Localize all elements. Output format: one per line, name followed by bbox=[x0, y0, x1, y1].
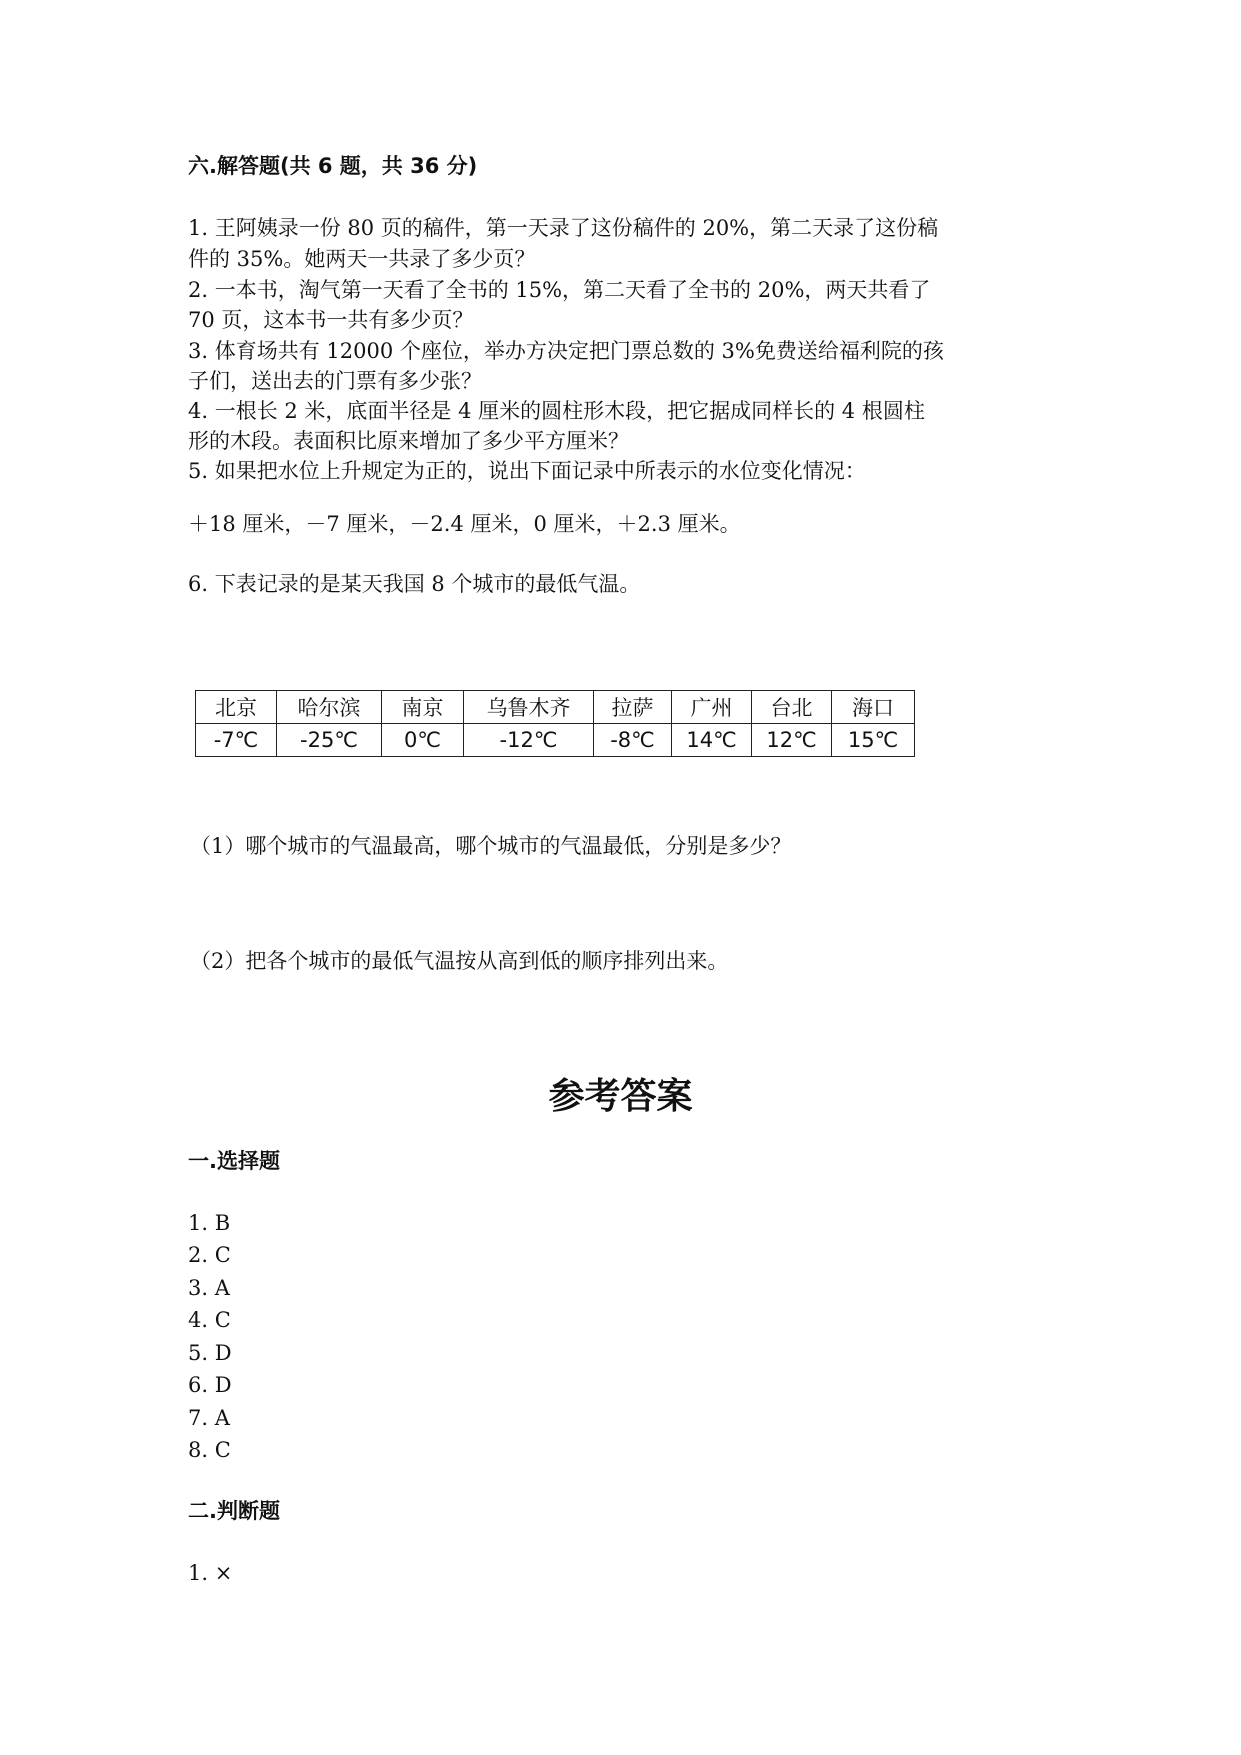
answers-title: 参考答案 bbox=[548, 1075, 693, 1117]
sub-question-2: （2）把各个城市的最低气温按从高到低的顺序排列出来。 bbox=[190, 949, 729, 973]
table-cell: -25℃ bbox=[277, 724, 382, 757]
table-row-temps bbox=[196, 724, 915, 757]
answer-item: 6. D bbox=[188, 1373, 232, 1397]
question-4-line-2: 形的木段。表面积比原来增加了多少平方厘米？ bbox=[188, 429, 629, 453]
table-cell: 乌鲁木齐 bbox=[464, 691, 594, 724]
answers-part2-heading: 二.判断题 bbox=[188, 1499, 280, 1523]
table-cell: 北京 bbox=[196, 691, 277, 724]
answer-item: 3. A bbox=[188, 1276, 230, 1300]
temperature-table bbox=[195, 690, 915, 757]
answer-item: 1. B bbox=[188, 1211, 231, 1235]
answer-item: 1. × bbox=[188, 1561, 233, 1585]
question-2-line-1: 2. 一本书，淘气第一天看了全书的 15%，第二天看了全书的 20%，两天共看了 bbox=[188, 278, 931, 302]
table-cell: 广州 bbox=[672, 691, 752, 724]
table-cell: 台北 bbox=[752, 691, 832, 724]
question-4-line-1: 4. 一根长 2 米，底面半径是 4 厘米的圆柱形木段，把它据成同样长的 4 根圆柱 bbox=[188, 399, 925, 423]
table-cell: 哈尔滨 bbox=[277, 691, 382, 724]
question-5-values: ＋18 厘米，－7 厘米，－2.4 厘米，0 厘米，＋2.3 厘米。 bbox=[188, 512, 741, 536]
answer-item: 5. D bbox=[188, 1341, 232, 1365]
question-3-line-2: 子们，送出去的门票有多少张？ bbox=[188, 369, 482, 393]
question-5: 5. 如果把水位上升规定为正的，说出下面记录中所表示的水位变化情况： bbox=[188, 459, 866, 483]
table-cell: -7℃ bbox=[196, 724, 277, 757]
table-cell: 拉萨 bbox=[594, 691, 672, 724]
section-heading: 六.解答题(共 6 题，共 36 分) bbox=[188, 154, 478, 178]
table-cell: 14℃ bbox=[672, 724, 752, 757]
answer-item: 4. C bbox=[188, 1308, 231, 1332]
table-row-cities bbox=[196, 691, 915, 724]
table-cell: 12℃ bbox=[752, 724, 832, 757]
table-cell: -8℃ bbox=[594, 724, 672, 757]
question-1-line-1: 1. 王阿姨录一份 80 页的稿件，第一天录了这份稿件的 20%，第二天录了这份稿 bbox=[188, 216, 939, 240]
table-cell: 15℃ bbox=[832, 724, 915, 757]
question-1-line-2: 件的 35%。她两天一共录了多少页？ bbox=[188, 247, 536, 271]
table-cell: -12℃ bbox=[464, 724, 594, 757]
answer-item: 7. A bbox=[188, 1406, 230, 1430]
table-cell: 南京 bbox=[382, 691, 464, 724]
answer-item: 8. C bbox=[188, 1438, 231, 1462]
table-cell: 0℃ bbox=[382, 724, 464, 757]
question-3-line-1: 3. 体育场共有 12000 个座位，举办方决定把门票总数的 3%免费送给福利院的孩 bbox=[188, 339, 944, 363]
table-cell: 海口 bbox=[832, 691, 915, 724]
sub-question-1: （1）哪个城市的气温最高，哪个城市的气温最低，分别是多少？ bbox=[190, 834, 792, 858]
question-2-line-2: 70 页，这本书一共有多少页？ bbox=[188, 308, 474, 332]
answer-item: 2. C bbox=[188, 1243, 231, 1267]
question-6: 6. 下表记录的是某天我国 8 个城市的最低气温。 bbox=[188, 572, 641, 596]
answers-part1-heading: 一.选择题 bbox=[188, 1149, 280, 1173]
